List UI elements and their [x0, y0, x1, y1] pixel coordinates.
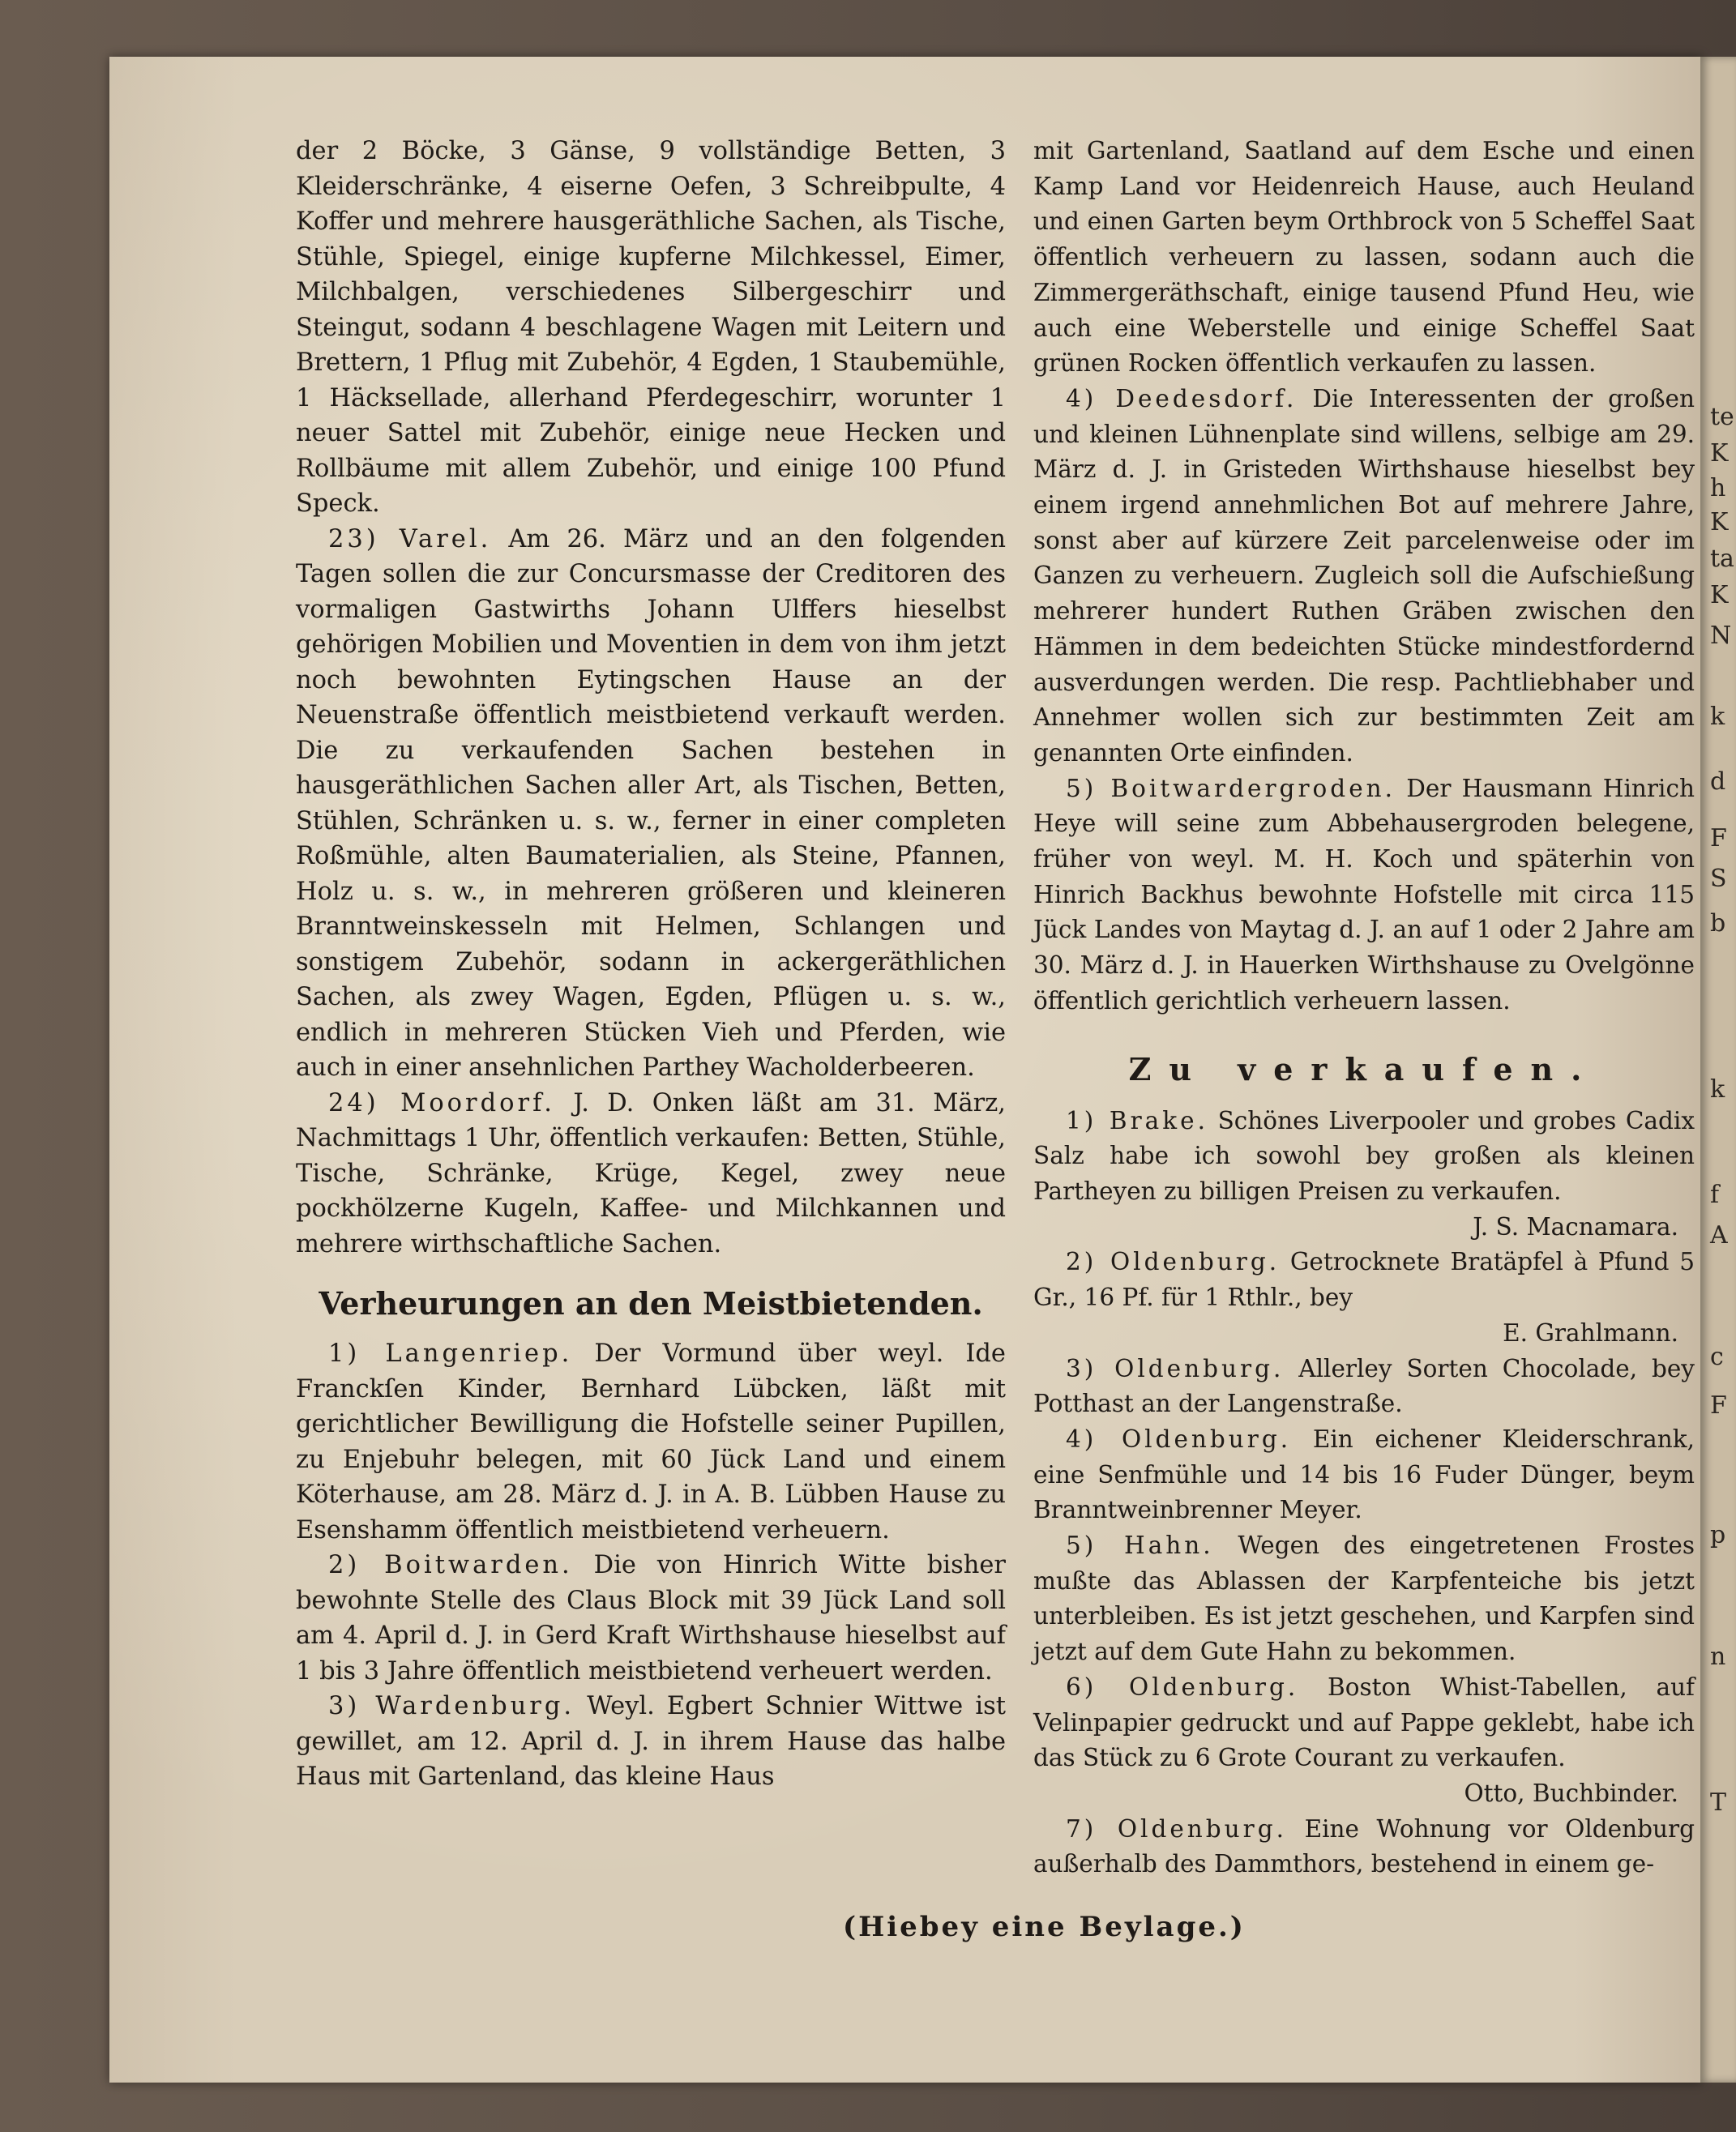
notice-text: Ein eichener Kleiderschrank, eine Senfmühle und 14 bis 16 Fuder Dünger, beym Branntweinbrenner Meyer.	[1033, 1425, 1695, 1524]
notice-heading: 3) Oldenburg.	[1066, 1354, 1285, 1382]
notice-heading: 7) Oldenburg.	[1066, 1814, 1288, 1843]
notice-deedesdorf	[1033, 382, 1695, 771]
notice-oldenburg-3	[1033, 1352, 1695, 1422]
edge-fragment: n	[1710, 1643, 1726, 1671]
edge-fragment: K	[1710, 508, 1729, 536]
edge-fragment: T	[1710, 1788, 1727, 1817]
edge-fragment: c	[1710, 1343, 1724, 1371]
notice-text: Wegen des eingetretenen Frostes mußte das Ablassen der Karpfenteiche bis jetzt unterbleiben. Es ist jetzt geschehen, und Karpfen sind jetzt auf dem Gute Hahn zu bekommen.	[1033, 1532, 1695, 1666]
edge-fragment: ta	[1710, 545, 1734, 573]
edge-fragment: f	[1710, 1181, 1720, 1209]
notice-text: Am 26. März und an den folgenden Tagen sollen die zur Concursmasse der Creditoren des vormaligen Gastwirths Johann Ulffers hieselbst gehörigen Mobilien und Moventien in dem von ihm jetzt noch bewohnten Eytingschen Hause an der Neuenstraße öffentlich meistbietend verkauft werden. Die zu verkaufenden Sachen bestehen in hausgeräthlichen Sachen aller Art, als Tischen, Betten, Stühlen, Schränken u. s. w., ferner in einer completen Roßmühle, alten Baumaterialien, als Steine, Pfannen, Holz u. s. w., in mehreren größeren und kleineren Branntweinskesseln mit Helmen, Schlangen und sonstigem Zubehör, sodann in ackergeräthlichen Sachen, als zwey Wagen, Egden, Pflügen u. s. w., endlich in mehreren Stücken Vieh und Pferden, wie auch in einer ansehnlichen Parthey Wacholderbeeren.	[296, 524, 1006, 1082]
notice-signature: Otto, Buchbinder.	[1464, 1779, 1678, 1807]
notice-oldenburg-4	[1033, 1422, 1695, 1528]
notice-text: Der Vormund über weyl. Ide Franckſen Kinder, Bernhard Lübcken, läßt mit gerichtlicher Bewilligung die Hofstelle seiner Pupillen, zu Enjebuhr belegen, mit 60 Jück Land und einem Köterhause, am 28. März d. J. in A. B. Lübben Hause zu Esenshamm öffentlich meistbietend verheuern.	[296, 1339, 1006, 1545]
notice-oldenburg-7	[1033, 1812, 1695, 1882]
continued-notice: mit Gartenland, Saatland auf dem Esche und einen Kamp Land vor Heidenreich Hause, auch Heuland und einen Garten beym Orthbrock von 5 Scheffel Saat öffentlich verheuern zu lassen, sodann auch die Zimmergeräthschaft, einige tausend Pfund Heu, wie auch eine Weberstelle und einige Scheffel Saat grünen Rocken öffentlich verkaufen zu lassen.	[1033, 137, 1695, 378]
notice-heading: 6) Oldenburg.	[1066, 1673, 1299, 1701]
notice-oldenburg-2	[1033, 1245, 1695, 1315]
supplement-note: (Hiebey eine Beylage.)	[843, 1911, 1246, 1943]
next-page-edge	[1700, 57, 1736, 2083]
edge-fragment: F	[1710, 824, 1727, 852]
notice-heading: 1) Brake.	[1066, 1106, 1208, 1134]
section-heading-rentals: Verheurungen an den Meistbietenden.	[319, 1285, 983, 1322]
notice-wardenburg	[296, 1689, 1006, 1795]
edge-fragment: N	[1710, 622, 1732, 650]
edge-fragment: h	[1710, 474, 1726, 502]
notice-text: Getrocknete Bratäpfel à Pfund 5 Gr., 16 Pf. für 1 Rthlr., bey	[1033, 1248, 1695, 1312]
notice-boitwarden	[296, 1548, 1006, 1689]
notice-hahn	[1033, 1528, 1695, 1670]
notice-oldenburg-6	[1033, 1670, 1695, 1776]
notice-signature: E. Grahlmann.	[1503, 1318, 1678, 1347]
edge-fragment: p	[1710, 1521, 1726, 1549]
notice-text: Boston Whist-Tabellen, auf Velinpapier gedruckt und auf Pappe geklebt, habe ich das Stück zu 6 Grote Courant zu verkaufen.	[1033, 1673, 1695, 1772]
left-column	[296, 134, 1006, 1795]
notice-brake	[1033, 1104, 1695, 1210]
notice-heading: 24) Moordorf.	[328, 1088, 555, 1117]
notice-heading: 4) Deedesdorf.	[1066, 384, 1298, 412]
edge-fragment: K	[1710, 439, 1729, 468]
notice-heading: 5) Hahn.	[1066, 1532, 1214, 1560]
notice-text: Der Hausmann Hinrich Heye will seine zum Abbehausergroden belegene, früher von weyl. M. H. Koch und späterhin von Hinrich Backhus bewohnte Hofstelle mit circa 115 Jück Landes von Maytag d. J. an auf 1 oder 2 Jahre am 30. März d. J. in Hauerken Wirthshause zu Ovelgönne öffentlich gerichtlich verheuern lassen.	[1033, 774, 1695, 1015]
notice-text: Die von Hinrich Witte bisher bewohnte Stelle des Claus Block mit 39 Jück Land soll am 4. April d. J. in Gerd Kraft Wirthshause hieselbst auf 1 bis 3 Jahre öffentlich meistbietend verheuert werden.	[296, 1551, 1006, 1686]
notice-boitwardergroden	[1033, 771, 1695, 1019]
edge-fragment: k	[1710, 1075, 1725, 1104]
notice-langenriep	[296, 1336, 1006, 1548]
edge-fragment: S	[1710, 865, 1727, 893]
notice-varel	[296, 522, 1006, 1086]
notice-text: Schönes Liverpooler und grobes Cadix Salz habe ich sowohl bey großen als kleinen Partheyen zu billigen Preisen zu verkaufen.	[1033, 1106, 1695, 1205]
notice-text: Weyl. Egbert Schnier Wittwe ist gewillet, am 12. April d. J. in ihrem Hause das halbe Haus mit Gartenland, das kleine Haus	[296, 1692, 1006, 1791]
edge-fragment: b	[1710, 909, 1726, 938]
edge-fragment: A	[1710, 1221, 1728, 1250]
notice-heading: 23) Varel.	[328, 524, 492, 553]
edge-fragment: F	[1710, 1391, 1727, 1420]
notice-heading: 2) Oldenburg.	[1066, 1248, 1281, 1276]
notice-text: J. D. Onken läßt am 31. März, Nachmittags 1 Uhr, öffentlich verkaufen: Betten, Stühle, Tische, Schränke, Krüge, Kegel, zwey neue pockhölzerne Kugeln, Kaffee- und Milchkannen und mehrere wirthschaftliche Sachen.	[296, 1088, 1006, 1258]
notice-heading: 3) Wardenburg.	[328, 1692, 575, 1720]
notice-heading: 2) Boitwarden.	[328, 1551, 573, 1579]
notice-moordorf	[296, 1086, 1006, 1263]
edge-fragment: k	[1710, 703, 1725, 731]
notice-heading: 1) Langenriep.	[328, 1339, 573, 1368]
edge-fragment: te	[1710, 403, 1734, 431]
edge-fragment: K	[1710, 581, 1729, 609]
section-heading-for-sale: Zu verkaufen.	[1128, 1050, 1600, 1087]
edge-fragment: d	[1710, 767, 1726, 796]
notice-text: Die Interessenten der großen und kleinen Lühnenplate sind willens, selbige am 29. März d. J. in Gristeden Wirthshause hieselbst bey einem irgend annehmlichen Bot auf mehrere Jahre, sonst aber auf kürzere Zeit parcelenweise oder im Ganzen zu verheuern. Zugleich soll die Aufschießung mehrerer hundert Ruthen Gräben zwischen den Hämmen in dem bedeichten Stücke mindestfordernd ausverdungen werden. Die resp. Pachtliebhaber und Annehmer wollen sich zur bestimmten Zeit am genannten Orte einfinden.	[1033, 384, 1695, 767]
notice-heading: 5) Boitwardergroden.	[1066, 774, 1396, 802]
notice-text: Allerley Sorten Chocolade, bey Potthast an der Langenstraße.	[1033, 1354, 1695, 1418]
continued-notice: der 2 Böcke, 3 Gänse, 9 vollständige Betten, 3 Kleiderschränke, 4 eiserne Oefen, 3 Schreibpulte, 4 Koffer und mehrere hausgeräthliche Sachen, als Tische, Stühle, Spiegel, einige kupferne Milchkessel, Eimer, Milchbalgen, verschiedenes Silbergeschirr und Steingut, sodann 4 beschlagene Wagen mit Leitern und Brettern, 1 Pflug mit Zubehör, 4 Egden, 1 Staubemühle, 1 Häcksellade, allerhand Pferdegeschirr, worunter 1 neuer Sattel mit Zubehör, einige neue Hecken und Rollbäume mit allem Zubehör, und einige 100 Pfund Speck.	[296, 137, 1006, 518]
notice-signature: J. S. Macnamara.	[1473, 1212, 1678, 1241]
right-column	[1033, 134, 1695, 1882]
notice-heading: 4) Oldenburg.	[1066, 1425, 1292, 1453]
notice-text: Eine Wohnung vor Oldenburg außerhalb des Dammthors, bestehend in einem ge-	[1033, 1814, 1695, 1878]
